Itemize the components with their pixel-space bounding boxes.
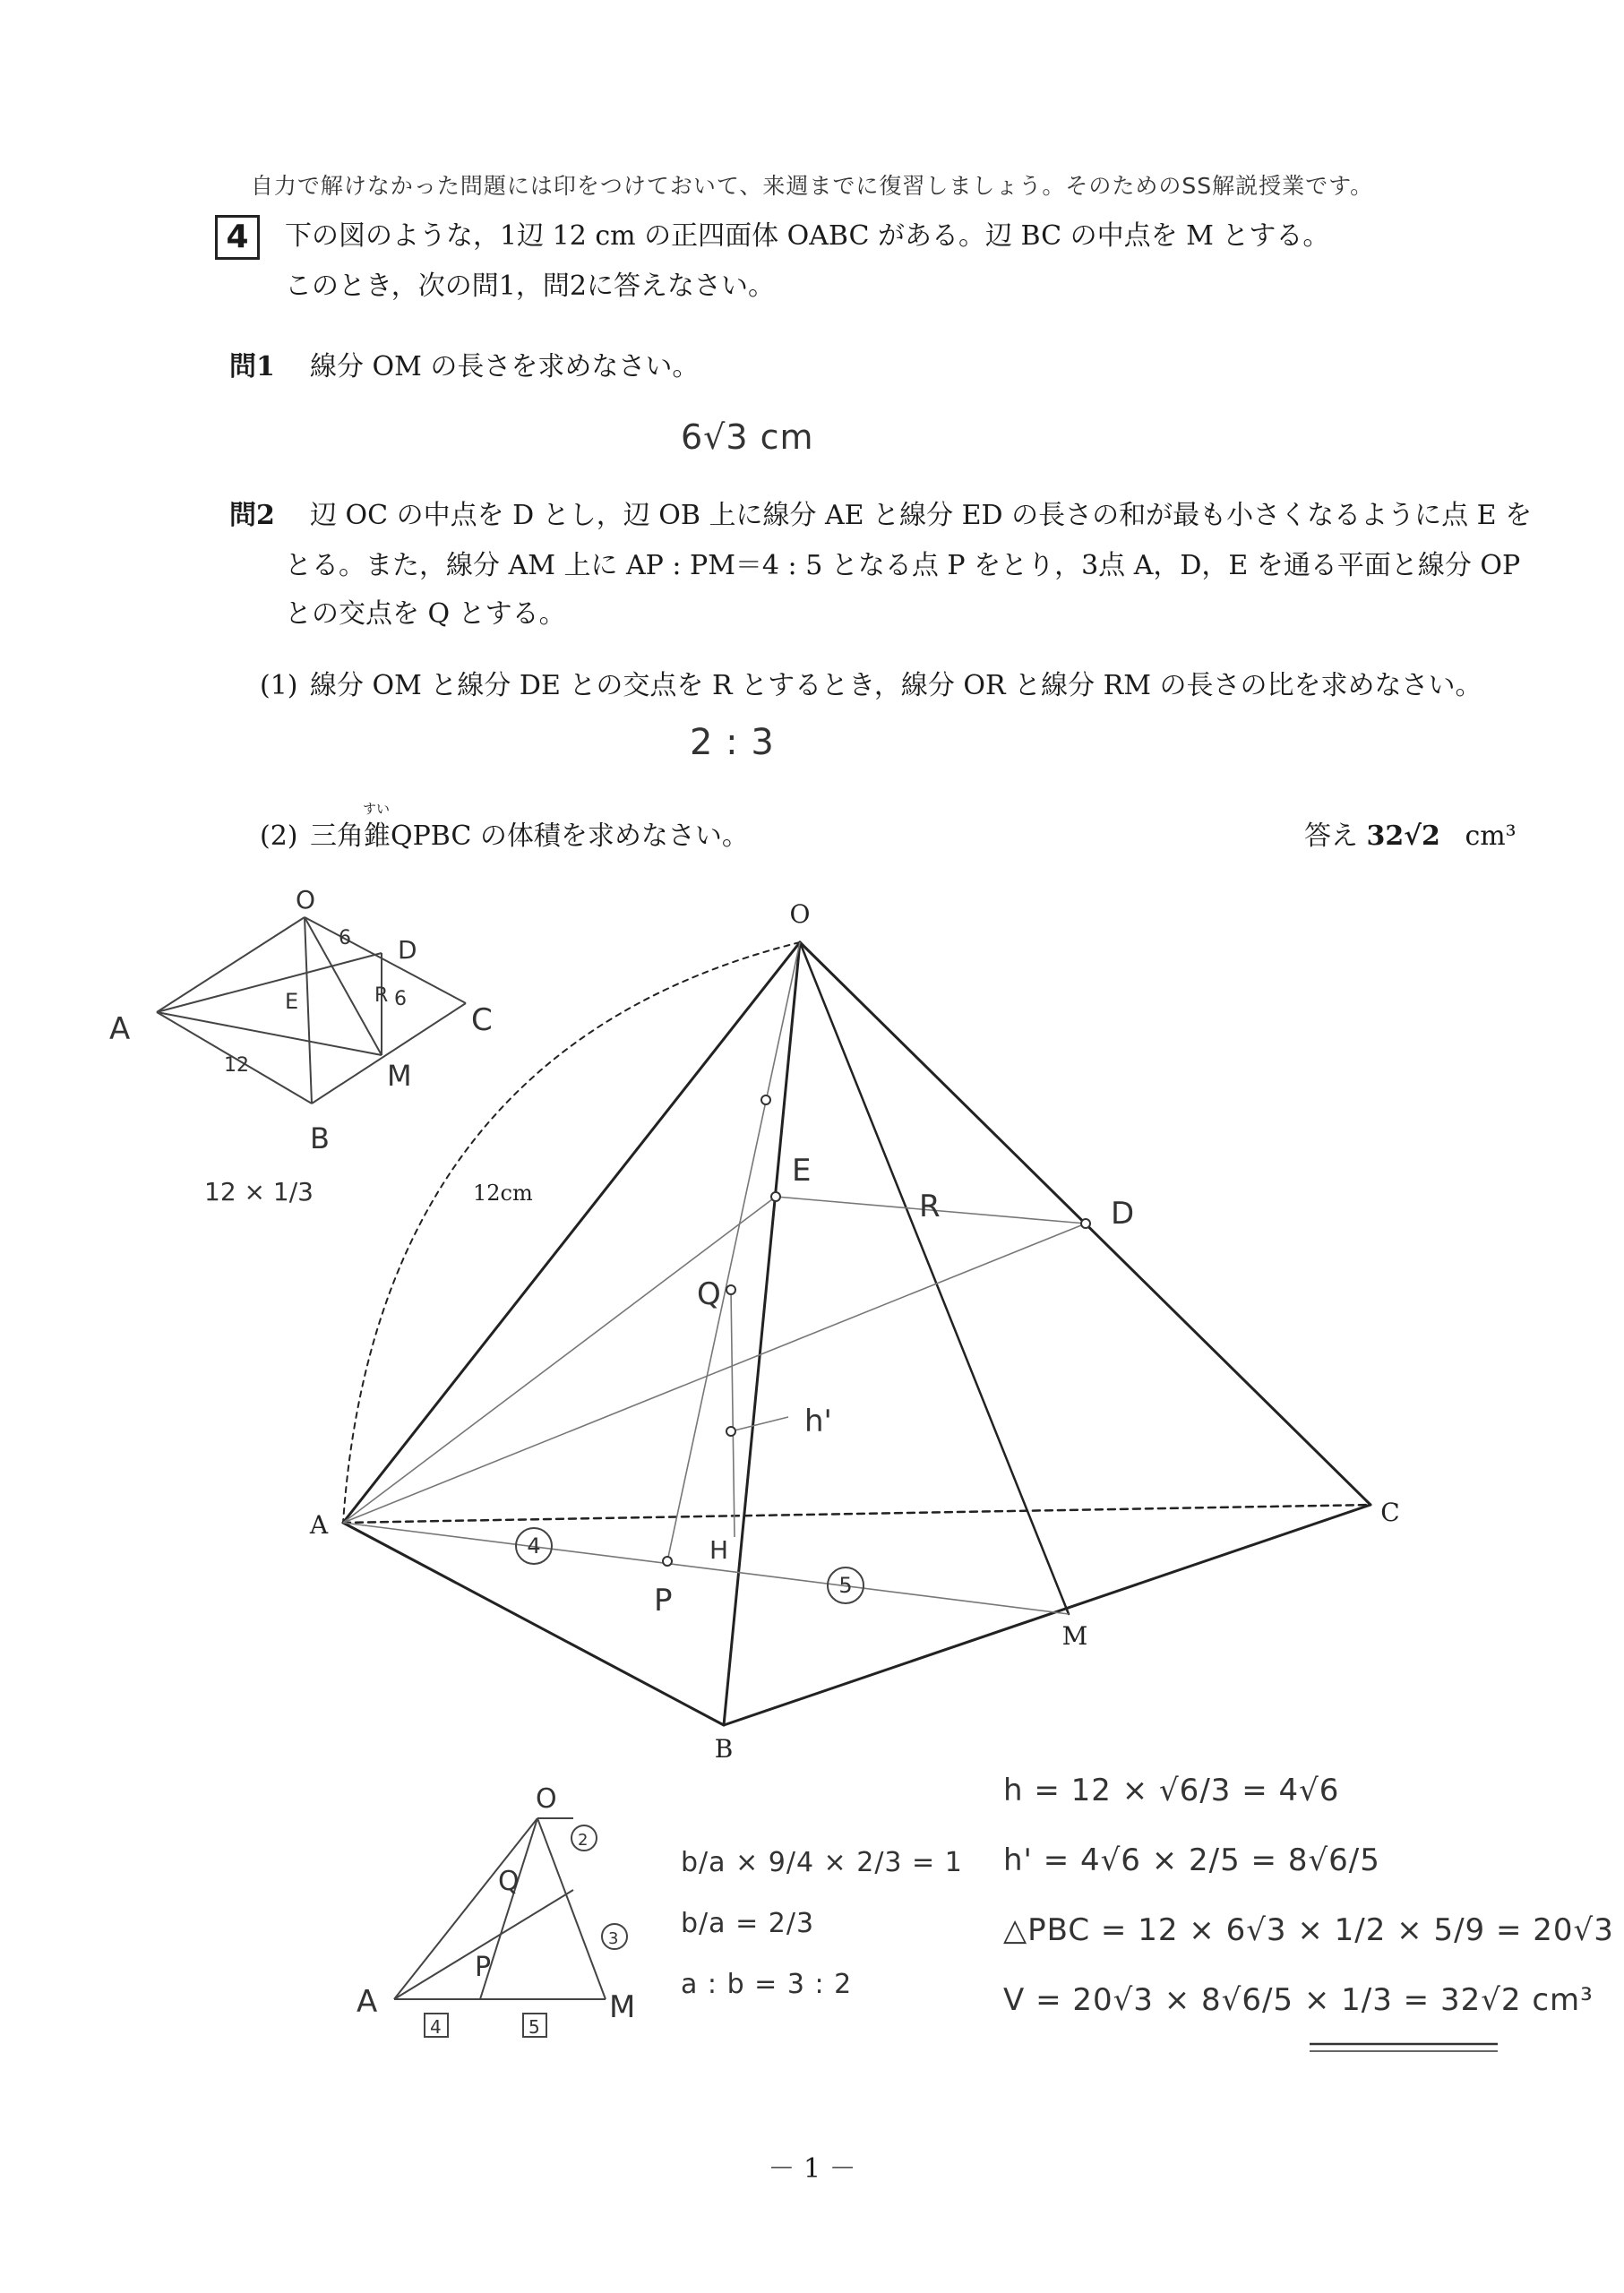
work-volume-line3: △PBC = 12 × 6√3 × 1/2 × 5/9 = 20√3: [1003, 1912, 1614, 1948]
point-hprime-dot: [726, 1427, 735, 1436]
sketch2-label-P: P: [475, 1952, 492, 1983]
sketch2-box-5: 5: [528, 2016, 540, 2038]
sketch-triangle: [394, 1818, 627, 2037]
label-edge-length: 12cm: [473, 1181, 533, 1206]
line-AD: [343, 1224, 1086, 1523]
sketch1-label-R: R: [374, 984, 389, 1007]
sketch2-box-4: 4: [430, 2016, 442, 2038]
label-Q: Q: [697, 1276, 721, 1312]
sketch1-label-A: A: [109, 1011, 131, 1047]
edge-OB: [724, 942, 800, 1725]
work-ratio-line3: a : b = 3 : 2: [681, 1969, 853, 2000]
sketch-rhombus: [157, 917, 466, 1104]
answer-unit: cm³: [1465, 820, 1517, 852]
label-M: M: [1061, 1621, 1088, 1651]
problem-intro-line1: 下の図のような，1辺 12 cm の正四面体 OABC がある。辺 BC の中点を M とする。: [285, 220, 1330, 252]
label-H: H: [709, 1535, 729, 1565]
label-E: E: [792, 1153, 812, 1189]
ratio-5-text: 5: [838, 1573, 853, 1598]
sketch2-label-Q: Q: [498, 1866, 520, 1897]
sketch1-label-E: E: [285, 989, 299, 1014]
sketch1-label-six2: 6: [394, 988, 407, 1010]
work-volume-line4: V = 20√3 × 8√6/5 × 1/3 = 32√2 cm³: [1003, 1982, 1594, 2018]
point-Q-dot: [726, 1285, 735, 1294]
sketch1-label-D: D: [398, 935, 417, 965]
sketch1-label-M: M: [387, 1059, 412, 1093]
sketch1-label-six1: 6: [339, 927, 351, 949]
ratio-4-text: 4: [527, 1533, 541, 1559]
q2-line2: とる。また，線分 AM 上に AP : PM＝4 : 5 となる点 P をとり，3点 A，D，E を通る平面と線分 OP: [285, 550, 1521, 581]
label-C: C: [1380, 1498, 1400, 1527]
label-P: P: [654, 1583, 673, 1619]
problem-intro-line2: このとき，次の問1，問2に答えなさい。: [285, 271, 775, 302]
label-A: A: [309, 1510, 329, 1540]
work-volume-line1: h = 12 × √6/3 = 4√6: [1003, 1773, 1340, 1808]
q1-handwritten-answer: 6√3 cm: [681, 417, 814, 457]
sketch1-label-B: B: [310, 1121, 330, 1155]
answer-value: 32√2: [1366, 820, 1440, 852]
work-ratio-line1: b/a × 9/4 × 2/3 = 1: [681, 1847, 963, 1878]
sketch2-circle-2: 2: [578, 1831, 589, 1850]
sketch1-note: 12 × 1/3: [204, 1177, 314, 1207]
label-R: R: [919, 1189, 941, 1224]
sketch2-label-O: O: [536, 1783, 557, 1815]
answer-label: 答え: [1304, 820, 1358, 852]
main-tetrahedron: [343, 942, 1371, 1725]
point-E-dot: [771, 1192, 780, 1201]
line-hprime-pointer: [731, 1417, 788, 1431]
point-P-dot: [663, 1557, 672, 1566]
work-ratio: [681, 1833, 963, 2015]
q2-sub1-handwritten-answer: 2 : 3: [690, 722, 775, 763]
sketch1-label-twelve: 12: [224, 1054, 249, 1077]
label-O: O: [789, 899, 811, 929]
work-volume-line2: h' = 4√6 × 2/5 = 8√6/5: [1003, 1842, 1380, 1878]
problem-number-box: 4: [215, 215, 260, 260]
label-B: B: [714, 1734, 734, 1764]
line-AM: [343, 1523, 1069, 1614]
q2-label: 問2: [229, 500, 275, 531]
sketch2-label-M: M: [609, 1989, 636, 2025]
page-number: － 1 －: [768, 2153, 856, 2185]
q1-label: 問1: [229, 351, 275, 382]
edge-BC: [724, 1505, 1371, 1725]
q2-sub1-label: (1): [260, 670, 298, 701]
point-D-dot: [1081, 1219, 1090, 1228]
edge-AC-hidden: [343, 1505, 1371, 1523]
work-ratio-line2: b/a = 2/3: [681, 1908, 815, 1939]
q2-sub2-text: 三角錐QPBC の体積を求めなさい。: [310, 820, 749, 852]
label-hprime: h': [804, 1404, 832, 1439]
q2-sub1-text: 線分 OM と線分 DE との交点を R とするとき，線分 OR と線分 RM の長さの比を求めなさい。: [310, 670, 1482, 701]
sketch1-label-C: C: [471, 1002, 493, 1038]
sketch1-label-O: O: [296, 885, 316, 915]
work-volume: [1003, 1756, 1614, 2035]
handwritten-note: 自力で解けなかった問題には印をつけておいて、来週までに復習しましょう。そのためのSS解説授業です。: [250, 173, 1374, 199]
q1-text: 線分 OM の長さを求めなさい。: [310, 351, 700, 382]
line-QH: [731, 1290, 735, 1537]
ruby-sui: すい: [363, 801, 391, 817]
q2-line3: との交点を Q とする。: [285, 598, 566, 630]
point-upper-dot: [761, 1095, 770, 1104]
sketch2-label-A: A: [357, 1984, 378, 2020]
q2-line1: 辺 OC の中点を D とし，辺 OB 上に線分 AE と線分 ED の長さの和が最も小さくなるように点 E を: [310, 500, 1533, 531]
sketch2-circle-3: 3: [608, 1929, 619, 1948]
label-D: D: [1111, 1196, 1135, 1232]
q2-sub2-label: (2): [260, 820, 298, 852]
